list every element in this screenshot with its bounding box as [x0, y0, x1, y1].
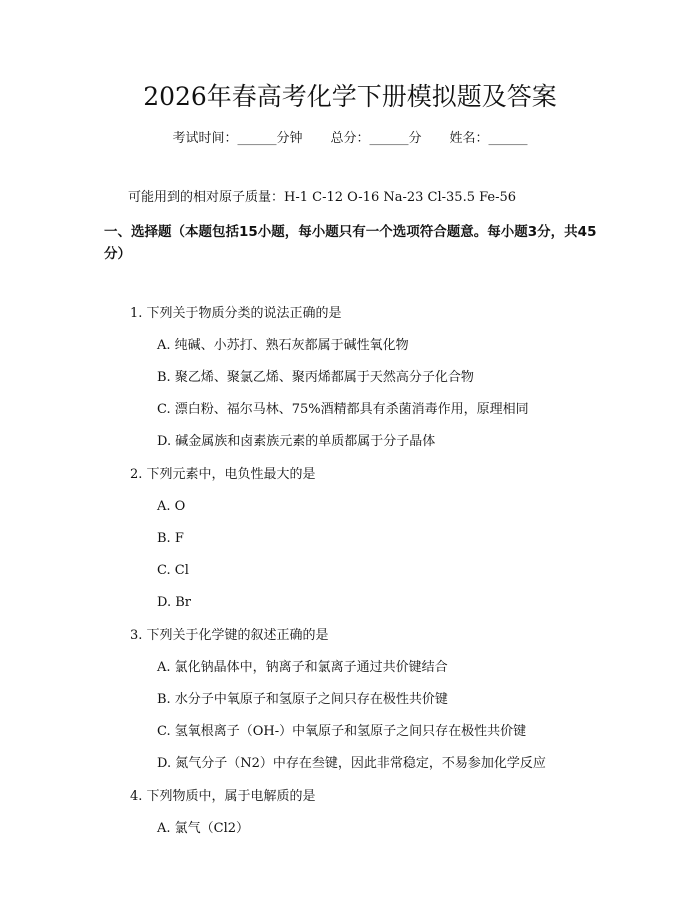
atomic-masses-note: 可能用到的相对原子质量：H-1 C-12 O-16 Na-23 Cl-35.5 Fe-56: [128, 190, 517, 205]
exam-time-field: 考试时间：______分钟: [172, 131, 303, 146]
total-score-field: 总分：______分: [330, 131, 422, 146]
question-4-stem: 4. 下列物质中，属于电解质的是: [130, 789, 316, 804]
question-2-option-a: A. O: [157, 499, 186, 514]
question-3-option-b: B. 水分子中氧原子和氢原子之间只存在极性共价键: [157, 692, 448, 707]
question-1-option-c: C. 漂白粉、福尔马林、75%酒精都具有杀菌消毒作用，原理相同: [157, 402, 529, 417]
question-1-option-d: D. 碱金属族和卤素族元素的单质都属于分子晶体: [157, 434, 436, 449]
section-heading: 一、选择题（本题包括15小题，每小题只有一个选项符合题意。每小题3分，共45分）: [104, 224, 597, 262]
question-2-option-b: B. F: [157, 531, 184, 546]
question-3-option-a: A. 氯化钠晶体中，钠离子和氯离子通过共价键结合: [157, 660, 448, 675]
exam-info-line: [0, 129, 700, 149]
student-name-field: 姓名：______: [449, 131, 528, 146]
question-2-option-d: D. Br: [157, 595, 191, 610]
question-3-option-c: C. 氢氧根离子（OH-）中氧原子和氢原子之间只存在极性共价键: [157, 724, 527, 739]
question-1-option-b: B. 聚乙烯、聚氯乙烯、聚丙烯都属于天然高分子化合物: [157, 370, 474, 385]
question-1-stem: 1. 下列关于物质分类的说法正确的是: [130, 306, 342, 321]
document-title: 2026年春高考化学下册模拟题及答案: [143, 82, 557, 111]
question-1-option-a: A. 纯碱、小苏打、熟石灰都属于碱性氧化物: [157, 338, 409, 353]
question-3-stem: 3. 下列关于化学键的叙述正确的是: [130, 628, 329, 643]
question-3-option-d: D. 氮气分子（N2）中存在叁键，因此非常稳定，不易参加化学反应: [157, 756, 546, 771]
question-2-stem: 2. 下列元素中，电负性最大的是: [130, 467, 316, 482]
question-2-option-c: C. Cl: [157, 563, 189, 578]
question-4-option-a: A. 氯气（Cl2）: [157, 821, 250, 836]
